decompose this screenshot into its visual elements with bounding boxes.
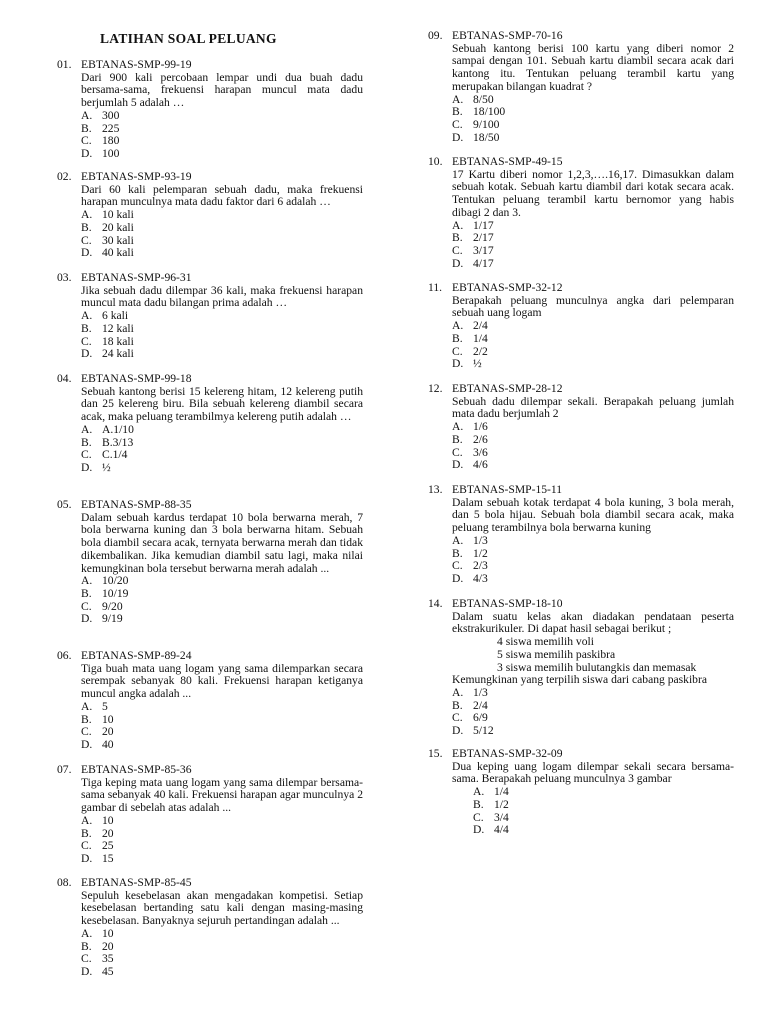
answer-options xyxy=(57,424,363,475)
question-item xyxy=(428,748,734,837)
option-letter: B. xyxy=(81,712,92,726)
question-header xyxy=(57,650,363,663)
option-value: 1/2 xyxy=(494,797,509,811)
question-text: Dalam sebuah kotak terdapat 4 bola kuning, 3 bola merah, dan 5 bola hijau. Sebuah bola diambil secara acak, maka peluang terambilnya bola berwarna kuning xyxy=(452,495,734,535)
question-list-line: 5 siswa memilih paskibra xyxy=(497,647,616,661)
option-letter: B. xyxy=(81,435,92,449)
answer-option xyxy=(473,799,734,812)
option-value: 2/4 xyxy=(473,698,488,712)
answer-option xyxy=(473,786,734,799)
answer-option xyxy=(81,323,363,336)
option-letter: A. xyxy=(452,319,464,333)
answer-option xyxy=(473,812,734,825)
answer-options xyxy=(57,209,363,260)
question-item xyxy=(57,171,363,260)
option-letter: D. xyxy=(81,737,93,751)
answer-option xyxy=(81,462,363,475)
option-value: 2/6 xyxy=(473,432,488,446)
answer-options xyxy=(57,575,363,626)
question-code: EBTANAS-SMP-96-31 xyxy=(81,271,192,284)
question-item xyxy=(57,499,363,626)
question-code: EBTANAS-SMP-85-45 xyxy=(81,876,192,889)
question-text: Tiga buah mata uang logam yang sama dilemparkan secara serempak sebanyak 80 kali. Frekuensi harapan ketiganya muncul angka adalah ... xyxy=(81,661,363,701)
answer-options xyxy=(428,421,734,472)
question-number: 09. xyxy=(428,29,443,42)
answer-option xyxy=(473,824,734,837)
option-letter: C. xyxy=(81,952,92,966)
option-value: 20 xyxy=(102,939,114,953)
option-letter: B. xyxy=(473,797,484,811)
answer-option xyxy=(81,928,363,941)
answer-option xyxy=(452,320,734,333)
option-value: 6 kali xyxy=(102,309,129,323)
question-header xyxy=(428,383,734,396)
answer-option xyxy=(81,222,363,235)
answer-option xyxy=(81,601,363,614)
answer-option xyxy=(81,449,363,462)
question-code: EBTANAS-SMP-32-09 xyxy=(452,747,563,760)
option-value: 10 xyxy=(102,813,114,827)
answer-option xyxy=(81,726,363,739)
question-code: EBTANAS-SMP-89-24 xyxy=(81,649,192,662)
question-text: Sepuluh kesebelasan akan mengadakan kompetisi. Setiap kesebelasan bertanding satu kali dengan masing-masing kesebelasan. Banyaknya sejuruh pertandingan adalah ... xyxy=(81,888,363,928)
option-value: 1/17 xyxy=(473,218,494,232)
question-number: 14. xyxy=(428,597,443,610)
answer-options xyxy=(428,786,734,837)
option-value: 300 xyxy=(102,108,120,122)
question-item xyxy=(57,877,363,979)
option-letter: C. xyxy=(452,117,463,131)
option-letter: C. xyxy=(81,839,92,853)
option-value: 8/50 xyxy=(473,92,494,106)
option-value: 225 xyxy=(102,121,120,135)
option-value: 40 kali xyxy=(102,246,134,260)
option-letter: D. xyxy=(452,357,464,371)
answer-option xyxy=(81,714,363,727)
answer-option xyxy=(81,828,363,841)
answer-options xyxy=(57,815,363,866)
answer-option xyxy=(452,434,734,447)
option-letter: A. xyxy=(81,309,93,323)
question-code: EBTANAS-SMP-15-11 xyxy=(452,483,563,496)
option-letter: D. xyxy=(473,823,485,837)
question-list xyxy=(428,636,734,687)
question-header xyxy=(57,499,363,512)
question-number: 15. xyxy=(428,747,443,760)
question-item xyxy=(428,383,734,472)
question-item xyxy=(57,373,363,475)
option-value: 12 kali xyxy=(102,321,134,335)
question-header xyxy=(57,171,363,184)
option-letter: C. xyxy=(452,243,463,257)
question-text: Sebuah kantong berisi 100 kartu yang diberi nomor 2 sampai dengan 101. Sebuah kartu diambil secara acak dari kantong itu. Tentukan peluang terambil kartu yang merupakan bilangan kuadrat ? xyxy=(452,41,734,93)
answer-options xyxy=(428,220,734,271)
option-letter: D. xyxy=(452,458,464,472)
option-letter: B. xyxy=(81,939,92,953)
option-letter: C. xyxy=(81,334,92,348)
option-value: 2/4 xyxy=(473,319,488,333)
option-letter: B. xyxy=(81,321,92,335)
answer-option xyxy=(452,447,734,460)
question-item xyxy=(57,764,363,866)
option-value: 2/17 xyxy=(473,231,494,245)
option-value: 24 kali xyxy=(102,347,134,361)
question-text: Jika sebuah dadu dilempar 36 kali, maka frekuensi harapan muncul mata dadu bilangan prima adalah … xyxy=(81,283,363,310)
question-number: 11. xyxy=(428,281,443,294)
question-number: 08. xyxy=(57,876,72,889)
question-number: 07. xyxy=(57,763,72,776)
question-item xyxy=(428,30,734,144)
answer-option xyxy=(452,220,734,233)
option-value: 18/50 xyxy=(473,130,500,144)
answer-option xyxy=(452,358,734,371)
option-value: A.1/10 xyxy=(102,422,134,436)
answer-option xyxy=(81,148,363,161)
option-letter: A. xyxy=(81,422,93,436)
answer-option xyxy=(81,953,363,966)
question-text: Dalam suatu kelas akan diadakan pendataan peserta ekstrakurikuler. Di dapat hasil sebagai berikut ; xyxy=(452,609,734,636)
question-number: 12. xyxy=(428,382,443,395)
question-code: EBTANAS-SMP-99-19 xyxy=(81,58,192,71)
option-value: 3/17 xyxy=(473,243,494,257)
question-text: Dalam sebuah kardus terdapat 10 bola berwarna merah, 7 bola berwarna kuning dan 3 bola berwarna hitam. Sebuah bola diambil secara acak, ternyata berwarna merah dan tidak dikembalikan. Jika kemudian diambil satu lagi, maka nilai kemungkinan bola tersebut berwarna merah adalah ... xyxy=(81,510,363,575)
answer-option xyxy=(452,232,734,245)
option-value: 4/4 xyxy=(494,823,509,837)
option-letter: B. xyxy=(452,546,463,560)
option-value: 9/20 xyxy=(102,599,123,613)
answer-option xyxy=(452,700,734,713)
question-number: 13. xyxy=(428,483,443,496)
option-letter: D. xyxy=(452,256,464,270)
option-value: 1/2 xyxy=(473,546,488,560)
answer-option xyxy=(81,310,363,323)
option-letter: D. xyxy=(81,246,93,260)
answer-options xyxy=(428,687,734,738)
answer-option xyxy=(452,560,734,573)
question-text: 17 Kartu diberi nomor 1,2,3,….16,17. Dimasukkan dalam sebuah kotak. Sebuah kartu diambil dari kotak secara acak. Tentukan peluang terambil kartu bernomor yang habis dibagi 2 dan 3. xyxy=(452,167,734,219)
option-value: C.1/4 xyxy=(102,448,128,462)
question-number: 03. xyxy=(57,271,72,284)
answer-option xyxy=(452,725,734,738)
option-value: 20 xyxy=(102,725,114,739)
answer-options xyxy=(428,94,734,145)
answer-options xyxy=(428,320,734,371)
question-header xyxy=(428,156,734,169)
option-value: 1/4 xyxy=(473,331,488,345)
question-item xyxy=(428,282,734,371)
answer-option xyxy=(452,459,734,472)
answer-option xyxy=(81,701,363,714)
question-item xyxy=(428,156,734,270)
option-letter: B. xyxy=(452,231,463,245)
option-letter: D. xyxy=(452,571,464,585)
option-letter: B. xyxy=(452,105,463,119)
option-value: 3/6 xyxy=(473,445,488,459)
answer-option xyxy=(452,535,734,548)
question-item xyxy=(428,598,734,738)
option-value: 20 xyxy=(102,826,114,840)
option-value: 45 xyxy=(102,964,114,978)
option-letter: D. xyxy=(452,130,464,144)
answer-option xyxy=(81,966,363,979)
option-value: 18 kali xyxy=(102,334,134,348)
answer-option xyxy=(81,348,363,361)
answer-options xyxy=(57,110,363,161)
question-number: 05. xyxy=(57,498,72,511)
option-value: 5 xyxy=(102,699,108,713)
question-list-tail: Kemungkinan yang terpilih siswa dari cabang paskibra xyxy=(452,673,707,687)
option-letter: D. xyxy=(81,460,93,474)
option-value: 1/3 xyxy=(473,685,488,699)
answer-option xyxy=(452,245,734,258)
answer-option xyxy=(452,548,734,561)
answer-option xyxy=(452,421,734,434)
option-letter: C. xyxy=(452,445,463,459)
question-header xyxy=(428,748,734,761)
option-value: 4/17 xyxy=(473,256,494,270)
question-code: EBTANAS-SMP-70-16 xyxy=(452,29,563,42)
question-header xyxy=(428,598,734,611)
option-value: 9/100 xyxy=(473,117,500,131)
option-letter: A. xyxy=(473,785,485,799)
question-code: EBTANAS-SMP-88-35 xyxy=(81,498,192,511)
question-text: Dari 900 kali percobaan lempar undi dua buah dadu bersama-sama, frekuensi harapan muncul mata dadu berjumlah 5 adalah … xyxy=(81,70,363,110)
question-text: Tiga keping mata uang logam yang sama dilempar bersama-sama sebanyak 40 kali. Frekuensi harapan agar munculnya 2 gambar di sebelah atas adalah ... xyxy=(81,775,363,815)
answer-option xyxy=(81,941,363,954)
option-value: B.3/13 xyxy=(102,435,134,449)
option-letter: D. xyxy=(452,724,464,738)
option-value: ½ xyxy=(102,460,111,474)
option-letter: C. xyxy=(452,344,463,358)
page-title: LATIHAN SOAL PELUANG xyxy=(100,31,277,46)
question-header xyxy=(428,484,734,497)
question-text: Dari 60 kali pelemparan sebuah dadu, maka frekuensi harapan munculnya mata dadu faktor dari 6 adalah … xyxy=(81,182,363,209)
question-number: 04. xyxy=(57,372,72,385)
option-value: 2/2 xyxy=(473,344,488,358)
option-value: 10 xyxy=(102,926,114,940)
answer-option xyxy=(452,573,734,586)
answer-option xyxy=(81,840,363,853)
option-value: 10/19 xyxy=(102,586,129,600)
question-item xyxy=(57,650,363,752)
option-value: 100 xyxy=(102,146,120,160)
option-value: 9/19 xyxy=(102,612,123,626)
question-code: EBTANAS-SMP-49-15 xyxy=(452,155,563,168)
answer-option xyxy=(81,853,363,866)
option-value: 35 xyxy=(102,952,114,966)
option-letter: C. xyxy=(452,711,463,725)
question-code: EBTANAS-SMP-32-12 xyxy=(452,281,563,294)
option-value: 2/3 xyxy=(473,559,488,573)
option-value: 1/3 xyxy=(473,533,488,547)
answer-option xyxy=(452,712,734,725)
question-header xyxy=(57,373,363,386)
question-code: EBTANAS-SMP-28-12 xyxy=(452,382,563,395)
question-code: EBTANAS-SMP-99-18 xyxy=(81,372,192,385)
option-value: 10 kali xyxy=(102,208,134,222)
option-letter: C. xyxy=(81,448,92,462)
option-letter: C. xyxy=(81,134,92,148)
answer-option xyxy=(452,258,734,271)
question-number: 10. xyxy=(428,155,443,168)
answer-option xyxy=(452,119,734,132)
question-header xyxy=(57,59,363,72)
option-letter: A. xyxy=(452,218,464,232)
option-value: 6/9 xyxy=(473,711,488,725)
answer-option xyxy=(81,123,363,136)
option-value: 4/3 xyxy=(473,571,488,585)
option-letter: B. xyxy=(452,331,463,345)
answer-options xyxy=(57,928,363,979)
answer-options xyxy=(57,310,363,361)
option-value: 180 xyxy=(102,134,120,148)
option-letter: B. xyxy=(81,586,92,600)
option-value: 25 xyxy=(102,839,114,853)
answer-option xyxy=(452,132,734,145)
option-value: 30 kali xyxy=(102,233,134,247)
option-letter: C. xyxy=(452,559,463,573)
option-letter: C. xyxy=(81,233,92,247)
option-letter: D. xyxy=(81,612,93,626)
option-value: 1/6 xyxy=(473,420,488,434)
option-letter: D. xyxy=(81,851,93,865)
option-letter: A. xyxy=(452,92,464,106)
option-value: ½ xyxy=(473,357,482,371)
option-letter: B. xyxy=(452,698,463,712)
question-code: EBTANAS-SMP-93-19 xyxy=(81,170,192,183)
question-header xyxy=(57,764,363,777)
question-header xyxy=(428,282,734,295)
question-number: 06. xyxy=(57,649,72,662)
question-item xyxy=(428,484,734,586)
option-letter: A. xyxy=(452,685,464,699)
answer-options xyxy=(57,701,363,752)
answer-option xyxy=(81,424,363,437)
answer-option xyxy=(81,739,363,752)
question-code: EBTANAS-SMP-85-36 xyxy=(81,763,192,776)
question-code: EBTANAS-SMP-18-10 xyxy=(452,597,563,610)
answer-option xyxy=(81,588,363,601)
option-letter: D. xyxy=(81,146,93,160)
question-item xyxy=(57,59,363,161)
option-letter: A. xyxy=(81,108,93,122)
option-value: 1/4 xyxy=(494,785,509,799)
option-letter: D. xyxy=(81,347,93,361)
question-header xyxy=(57,877,363,890)
option-value: 20 kali xyxy=(102,220,134,234)
question-text: Sebuah dadu dilempar sekali. Berapakah peluang jumlah mata dadu berjumlah 2 xyxy=(452,394,734,421)
option-letter: D. xyxy=(81,964,93,978)
option-letter: B. xyxy=(81,826,92,840)
question-item xyxy=(57,272,363,361)
option-value: 10 xyxy=(102,712,114,726)
answer-option xyxy=(81,135,363,148)
option-letter: C. xyxy=(81,725,92,739)
option-letter: C. xyxy=(473,810,484,824)
option-letter: C. xyxy=(81,599,92,613)
option-value: 10/20 xyxy=(102,574,129,588)
question-header xyxy=(428,30,734,43)
answer-option xyxy=(81,247,363,260)
question-list-line: 3 siswa memilih bulutangkis dan memasak xyxy=(497,660,697,674)
option-value: 3/4 xyxy=(494,810,509,824)
answer-option xyxy=(81,110,363,123)
option-letter: A. xyxy=(452,420,464,434)
option-letter: A. xyxy=(81,574,93,588)
answer-options xyxy=(428,535,734,586)
option-letter: B. xyxy=(81,220,92,234)
option-letter: A. xyxy=(81,813,93,827)
question-text: Berapakah peluang munculnya angka dari pelemparan sebuah uang logam xyxy=(452,293,734,320)
option-letter: A. xyxy=(452,533,464,547)
question-text: Dua keping uang logam dilempar sekali secara bersama-sama. Berapakah peluang munculnya 3 gambar xyxy=(452,759,734,786)
answer-option xyxy=(81,209,363,222)
answer-option xyxy=(452,333,734,346)
answer-option xyxy=(81,613,363,626)
option-value: 18/100 xyxy=(473,105,506,119)
answer-option xyxy=(452,687,734,700)
option-letter: A. xyxy=(81,208,93,222)
answer-option xyxy=(81,815,363,828)
option-value: 5/12 xyxy=(473,724,494,738)
question-text: Sebuah kantong berisi 15 kelereng hitam, 12 kelereng putih dan 25 kelereng biru. Bila sebuah kelereng diambil secara acak, maka peluang terambilmya kelereng putih adalah … xyxy=(81,384,363,424)
option-letter: A. xyxy=(81,926,93,940)
question-number: 02. xyxy=(57,170,72,183)
question-header xyxy=(57,272,363,285)
question-number: 01. xyxy=(57,58,72,71)
option-letter: B. xyxy=(452,432,463,446)
option-value: 4/6 xyxy=(473,458,488,472)
answer-option xyxy=(452,346,734,359)
option-letter: A. xyxy=(81,699,93,713)
option-letter: B. xyxy=(81,121,92,135)
question-list-line: 4 siswa memilih voli xyxy=(497,635,594,649)
option-value: 15 xyxy=(102,851,114,865)
option-value: 40 xyxy=(102,737,114,751)
